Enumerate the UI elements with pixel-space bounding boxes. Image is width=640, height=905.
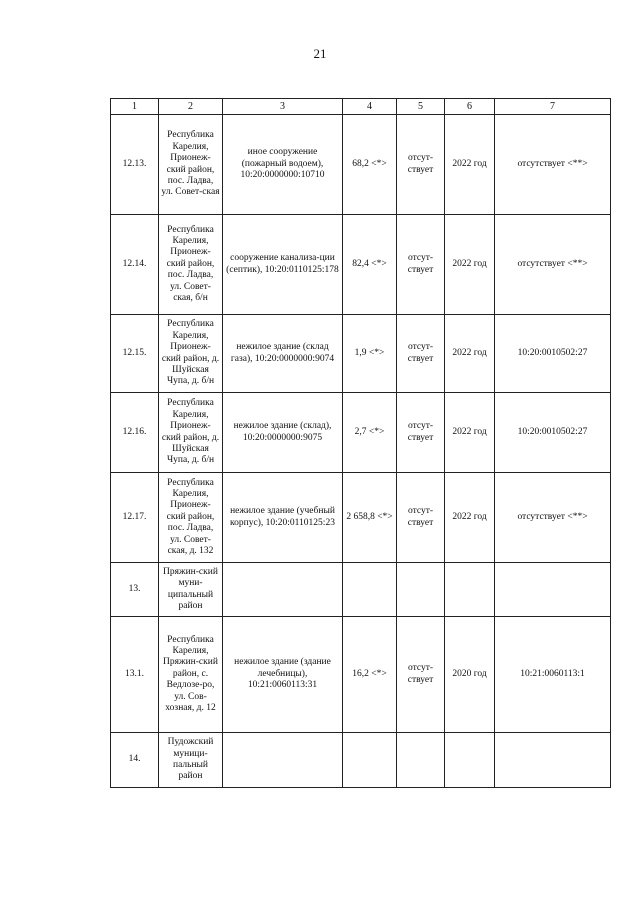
encumbrance-cell: отсут-ствует <box>397 473 445 563</box>
encumbrance-cell: отсут-ствует <box>397 617 445 733</box>
page-number: 21 <box>313 46 327 61</box>
object-cell <box>223 563 343 617</box>
row-number-cell: 13. <box>111 563 159 617</box>
header-cell: 3 <box>223 99 343 115</box>
encumbrance-cell: отсут-ствует <box>397 393 445 473</box>
year-cell: 2022 год <box>445 115 495 215</box>
header-cell: 4 <box>343 99 397 115</box>
encumbrance-cell: отсут-ствует <box>397 215 445 315</box>
year-cell: 2022 год <box>445 393 495 473</box>
header-cell: 2 <box>159 99 223 115</box>
year-cell: 2022 год <box>445 315 495 393</box>
area-cell: 82,4 <*> <box>343 215 397 315</box>
address-cell: Пряжин-ский муни-ципальный район <box>159 563 223 617</box>
row-number-cell: 12.16. <box>111 393 159 473</box>
area-cell: 2 658,8 <*> <box>343 473 397 563</box>
header-cell: 5 <box>397 99 445 115</box>
encumbrance-cell: отсут-ствует <box>397 115 445 215</box>
cadastral-cell: отсутствует <**> <box>495 115 611 215</box>
encumbrance-cell <box>397 733 445 788</box>
area-cell: 1,9 <*> <box>343 315 397 393</box>
year-cell: 2022 год <box>445 215 495 315</box>
object-cell: нежилое здание (склад), 10:20:0000000:9075 <box>223 393 343 473</box>
cadastral-cell: 10:20:0010502:27 <box>495 315 611 393</box>
row-number-cell: 12.17. <box>111 473 159 563</box>
address-cell: Республика Карелия, Прионеж-ский район, д. Шуйская Чупа, д. б/н <box>159 393 223 473</box>
cadastral-cell: 10:21:0060113:1 <box>495 617 611 733</box>
cadastral-cell <box>495 733 611 788</box>
year-cell <box>445 563 495 617</box>
row-number-cell: 12.15. <box>111 315 159 393</box>
header-cell: 7 <box>495 99 611 115</box>
object-cell: нежилое здание (учебный корпус), 10:20:0110125:23 <box>223 473 343 563</box>
property-table <box>110 98 611 788</box>
cadastral-cell: отсутствует <**> <box>495 473 611 563</box>
object-cell: иное сооружение (пожарный водоем), 10:20:0000000:10710 <box>223 115 343 215</box>
area-cell: 16,2 <*> <box>343 617 397 733</box>
year-cell: 2020 год <box>445 617 495 733</box>
address-cell: Республика Карелия, Прионеж-ский район, д. Шуйская Чупа, д. б/н <box>159 315 223 393</box>
object-cell: нежилое здание (здание лечебницы), 10:21:0060113:31 <box>223 617 343 733</box>
address-cell: Пудожский муници-пальный район <box>159 733 223 788</box>
area-cell: 2,7 <*> <box>343 393 397 473</box>
table-row <box>111 473 611 563</box>
area-cell: 68,2 <*> <box>343 115 397 215</box>
object-cell: сооружение канализа-ции (септик), 10:20:0110125:178 <box>223 215 343 315</box>
object-cell: нежилое здание (склад газа), 10:20:0000000:9074 <box>223 315 343 393</box>
row-number-cell: 12.14. <box>111 215 159 315</box>
year-cell <box>445 733 495 788</box>
cadastral-cell: 10:20:0010502:27 <box>495 393 611 473</box>
table-row <box>111 315 611 393</box>
header-cell: 1 <box>111 99 159 115</box>
table-row <box>111 393 611 473</box>
cadastral-cell: отсутствует <**> <box>495 215 611 315</box>
year-cell: 2022 год <box>445 473 495 563</box>
address-cell: Республика Карелия, Прионеж-ский район, пос. Ладва, ул. Совет-ская <box>159 115 223 215</box>
row-number-cell: 14. <box>111 733 159 788</box>
row-number-cell: 13.1. <box>111 617 159 733</box>
table-row <box>111 215 611 315</box>
table-header-row <box>111 99 611 115</box>
table-row <box>111 733 611 788</box>
table-row <box>111 563 611 617</box>
area-cell <box>343 563 397 617</box>
cadastral-cell <box>495 563 611 617</box>
object-cell <box>223 733 343 788</box>
table-row <box>111 617 611 733</box>
area-cell <box>343 733 397 788</box>
table-row <box>111 115 611 215</box>
header-cell: 6 <box>445 99 495 115</box>
row-number-cell: 12.13. <box>111 115 159 215</box>
encumbrance-cell <box>397 563 445 617</box>
address-cell: Республика Карелия, Прионеж-ский район, пос. Ладва, ул. Совет-ская, б/н <box>159 215 223 315</box>
encumbrance-cell: отсут-ствует <box>397 315 445 393</box>
address-cell: Республика Карелия, Пряжин-ский район, с. Ведлозе-ро, ул. Сов-хозная, д. 12 <box>159 617 223 733</box>
address-cell: Республика Карелия, Прионеж-ский район, пос. Ладва, ул. Совет-ская, д. 132 <box>159 473 223 563</box>
